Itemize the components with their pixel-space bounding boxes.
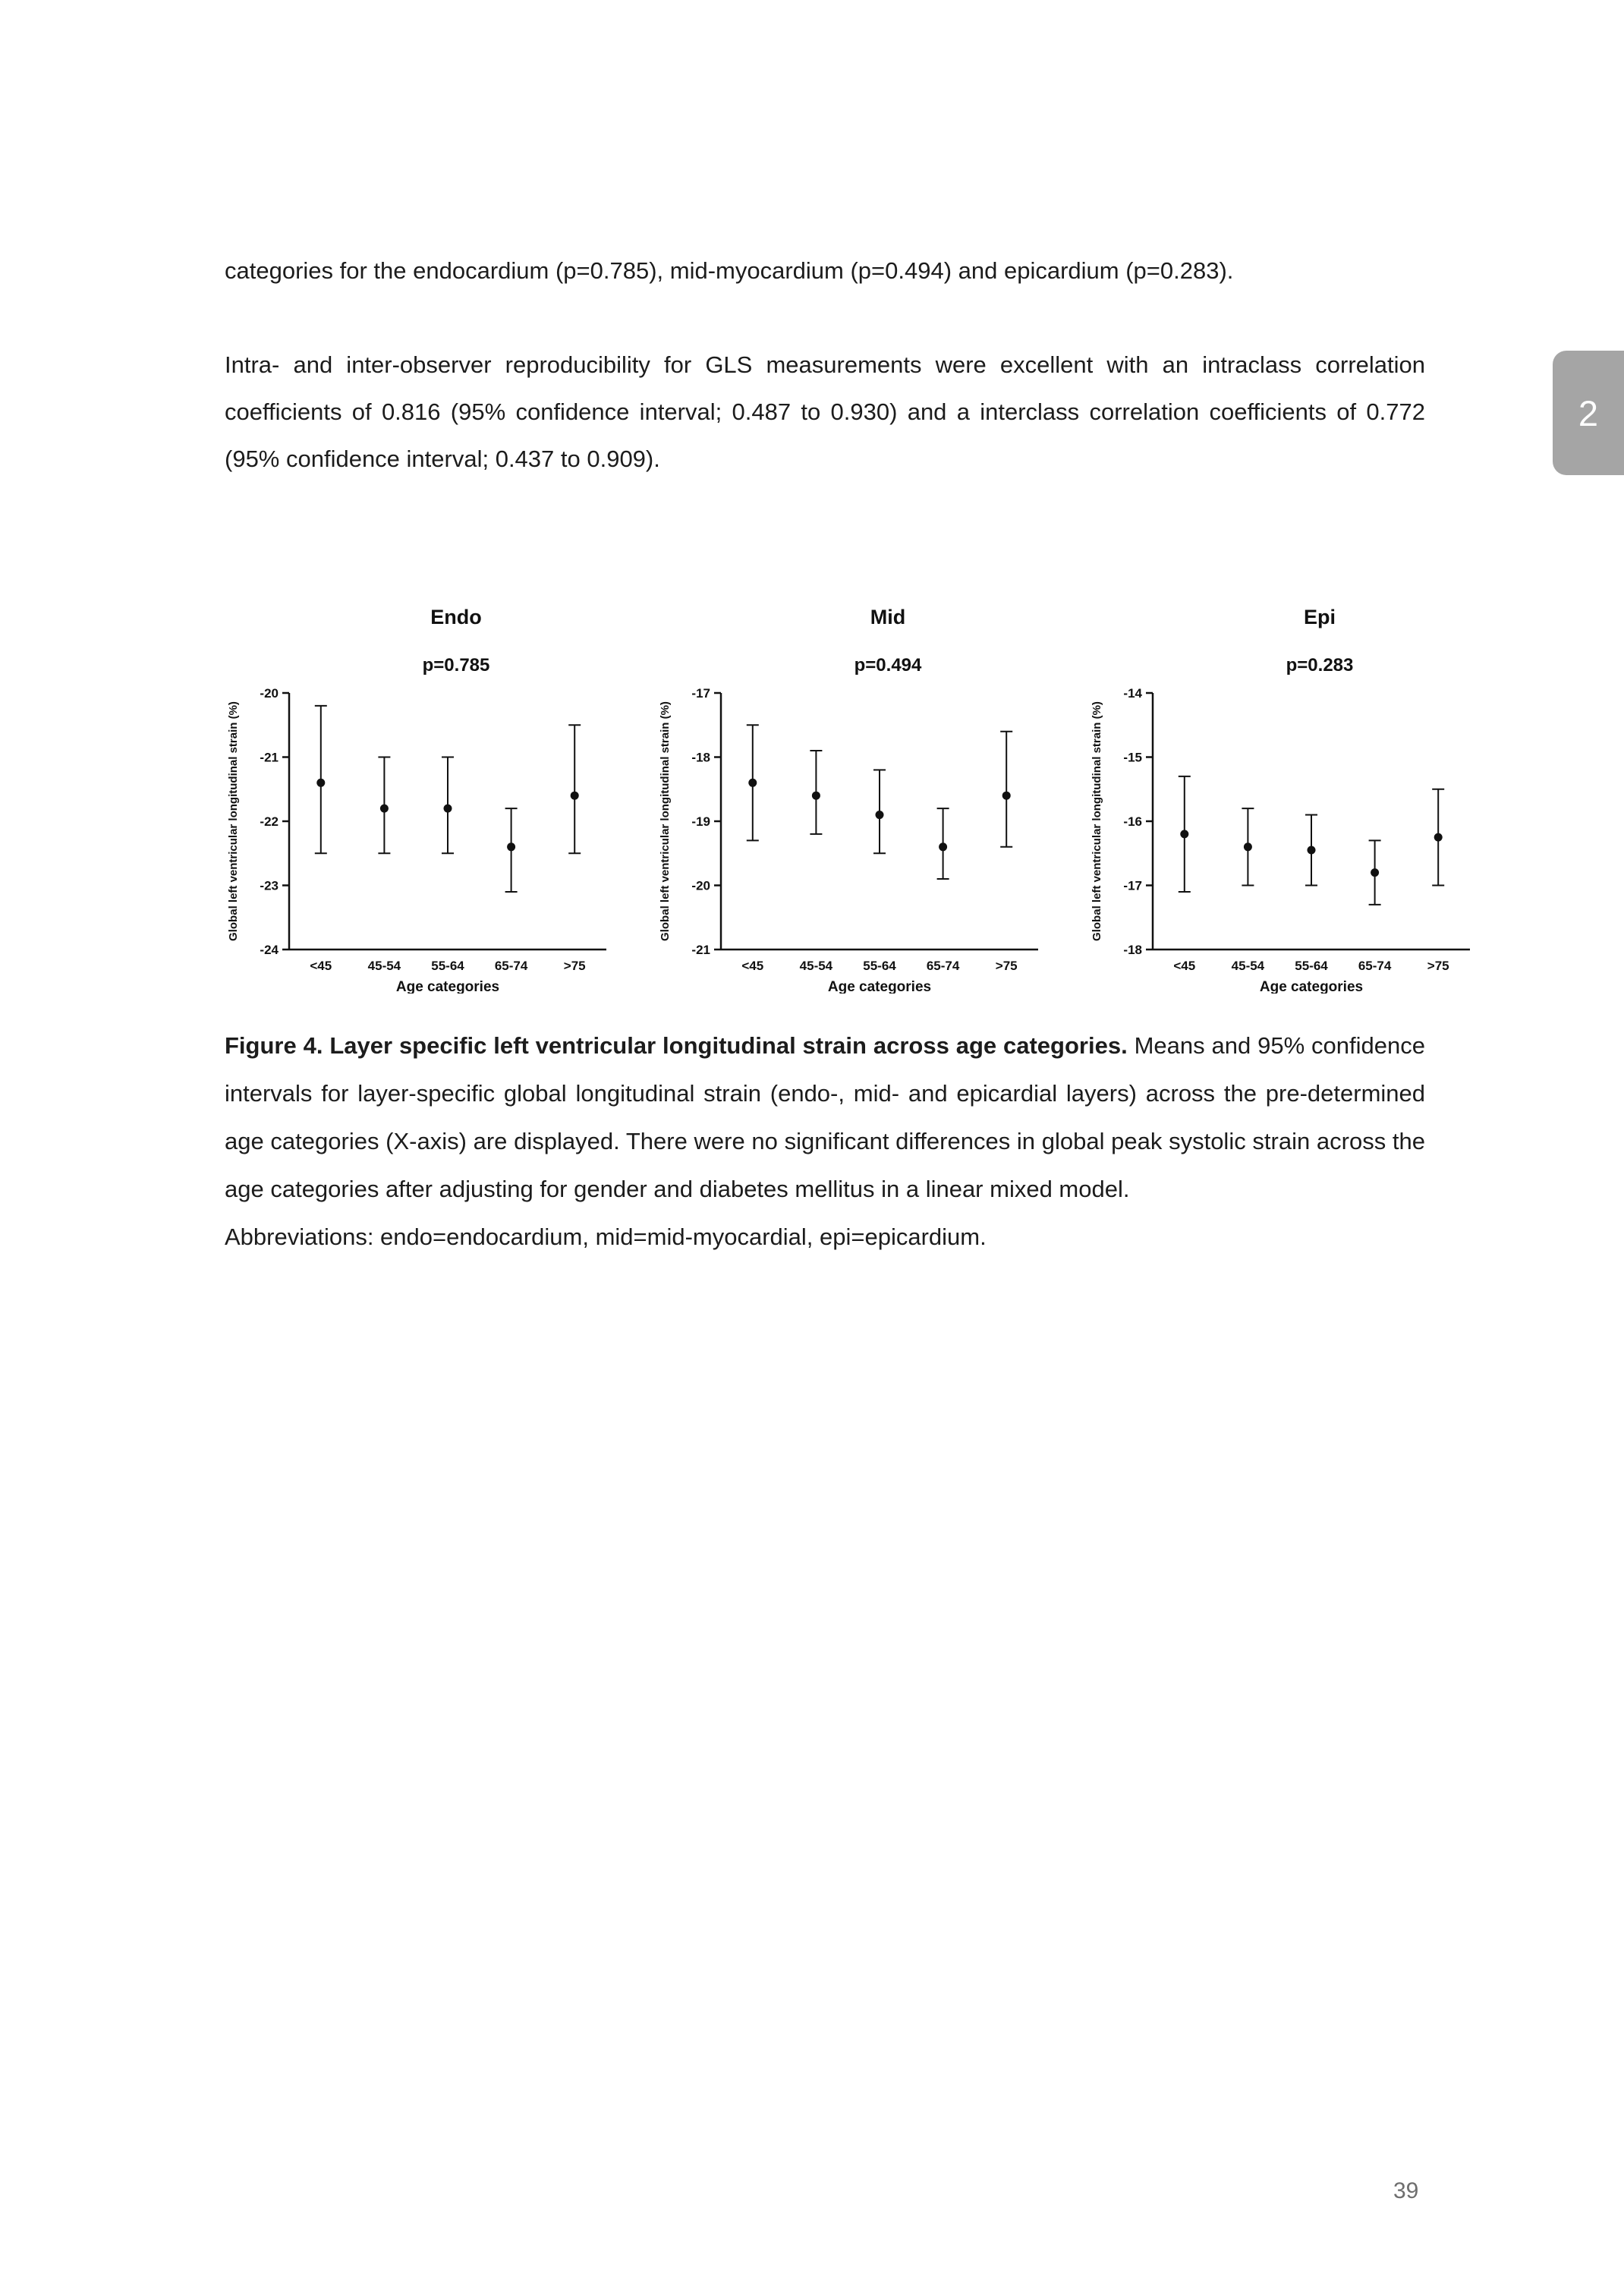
- svg-text:-14: -14: [1123, 686, 1142, 701]
- svg-text:-20: -20: [260, 686, 279, 701]
- svg-text:-19: -19: [691, 814, 710, 829]
- svg-text:55-64: 55-64: [431, 959, 464, 973]
- svg-text:-18: -18: [1123, 943, 1142, 957]
- chart-endo-p-value: p=0.785: [422, 655, 490, 676]
- caption-title: Figure 4. Layer specific left ventricular longitudinal strain across age categories.: [225, 1032, 1128, 1059]
- chart-mid-title: Mid: [870, 606, 906, 628]
- chapter-tab: [1553, 351, 1624, 475]
- svg-text:-15: -15: [1123, 750, 1142, 765]
- chart-mid-p-value: p=0.494: [854, 655, 922, 676]
- svg-text:-17: -17: [1123, 878, 1142, 893]
- chart-mid-plot: [648, 682, 1058, 994]
- svg-text:Age categories: Age categories: [395, 979, 500, 994]
- caption-paragraph: [225, 1022, 1425, 1213]
- svg-text:-21: -21: [691, 943, 710, 957]
- svg-text:45-54: 45-54: [367, 959, 401, 973]
- chart-epi-plot: [1080, 682, 1490, 994]
- svg-text:45-54: 45-54: [1231, 959, 1265, 973]
- svg-text:<45: <45: [310, 959, 332, 973]
- svg-text:-22: -22: [260, 814, 279, 829]
- caption-abbreviations: Abbreviations: endo=endocardium, mid=mid-myocardial, epi=epicardium.: [225, 1224, 987, 1250]
- page-number: 39: [1393, 2178, 1419, 2203]
- svg-text:-18: -18: [691, 750, 710, 765]
- svg-text:65-74: 65-74: [1358, 959, 1392, 973]
- paragraph-1: categories for the endocardium (p=0.785), mid-myocardium (p=0.494) and epicardium (p=0.283).: [225, 257, 1234, 284]
- body-text: [225, 247, 1425, 483]
- svg-text:-20: -20: [691, 878, 710, 893]
- svg-text:65-74: 65-74: [926, 959, 960, 973]
- caption-body: Means and 95% confidence intervals for layer-specific global longitudinal strain (endo-, mid- and epicardial layers) across the pre-determined age categories (X-axis) are displayed. There were no significant differences in global peak systolic strain across the age categories after adjusting for gender and diabetes mellitus in a linear mixed model.: [225, 1032, 1425, 1202]
- svg-text:-24: -24: [260, 943, 279, 957]
- svg-text:-21: -21: [260, 750, 279, 765]
- svg-text:Age categories: Age categories: [827, 979, 932, 994]
- chart-endo-title: Endo: [430, 606, 482, 628]
- figure-caption: [225, 1022, 1425, 1261]
- chart-epi-title: Epi: [1303, 606, 1336, 628]
- chart-epi: [1080, 606, 1499, 994]
- svg-text:-17: -17: [691, 686, 710, 701]
- svg-text:-23: -23: [260, 878, 279, 893]
- svg-text:45-54: 45-54: [799, 959, 833, 973]
- paragraph-2: Intra- and inter-observer reproducibility for GLS measurements were excellent with an intraclass correlation coefficients of 0.816 (95% confidence interval; 0.487 to 0.930) and a interclass correlation coefficients of 0.772 (95% confidence interval; 0.437 to 0.909).: [225, 351, 1425, 472]
- svg-text:Global left ventricular longit: Global left ventricular longitudinal strain (%): [227, 701, 240, 941]
- svg-text:>75: >75: [1427, 959, 1449, 973]
- figure-4: [216, 606, 1499, 994]
- svg-text:Global left ventricular longit: Global left ventricular longitudinal strain (%): [1091, 701, 1103, 941]
- chart-endo-plot: [216, 682, 626, 994]
- svg-text:55-64: 55-64: [863, 959, 896, 973]
- svg-text:65-74: 65-74: [494, 959, 528, 973]
- chart-endo: [216, 606, 635, 994]
- chart-epi-p-value: p=0.283: [1286, 655, 1354, 676]
- svg-text:>75: >75: [995, 959, 1018, 973]
- chart-mid: [648, 606, 1067, 994]
- svg-text:-16: -16: [1123, 814, 1142, 829]
- svg-text:55-64: 55-64: [1295, 959, 1328, 973]
- chapter-tab-number: 2: [1578, 392, 1599, 433]
- svg-text:Global left ventricular longit: Global left ventricular longitudinal strain (%): [659, 701, 672, 941]
- svg-text:<45: <45: [1173, 959, 1196, 973]
- svg-text:Age categories: Age categories: [1259, 979, 1364, 994]
- svg-text:>75: >75: [563, 959, 586, 973]
- svg-text:<45: <45: [741, 959, 764, 973]
